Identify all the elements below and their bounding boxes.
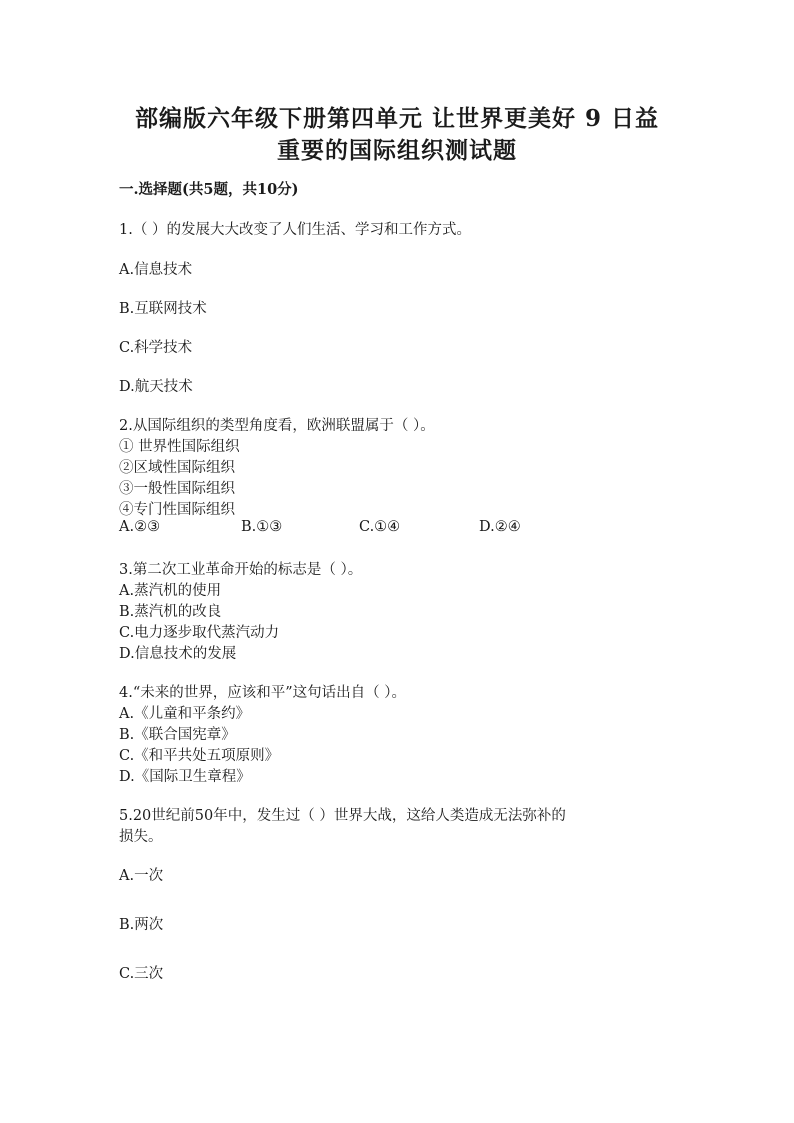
question-2-stem: 2.从国际组织的类型角度看，欧洲联盟属于（ ）。	[119, 418, 435, 434]
question-3-stem: 3.第二次工业革命开始的标志是（ ）。	[119, 562, 363, 578]
question-5-option-b: B.两次	[119, 917, 164, 933]
question-2-option-c: C.①④	[359, 519, 401, 535]
question-1-option-d: D.航天技术	[119, 379, 193, 395]
section-heading: 一.选择题(共5题，共10分)	[119, 181, 299, 198]
question-4-option-b: B.《联合国宪章》	[119, 727, 236, 743]
question-4-stem: 4.“未来的世界，应该和平”这句话出自（ ）。	[119, 685, 407, 701]
question-2-item-3: ③一般性国际组织	[119, 481, 235, 497]
question-4-option-c: C.《和平共处五项原则》	[119, 748, 280, 764]
question-5-stem-line-1: 5.20世纪前50年中，发生过（ ）世界大战，这给人类造成无法弥补的	[119, 808, 566, 824]
question-3-option-b: B.蒸汽机的改良	[119, 604, 222, 620]
question-1-option-a: A.信息技术	[119, 262, 193, 278]
question-5-stem-line-2: 损失。	[119, 829, 163, 845]
question-1-option-b: B.互联网技术	[119, 301, 207, 317]
question-2-item-1: ① 世界性国际组织	[119, 439, 240, 455]
question-5-option-c: C.三次	[119, 966, 164, 982]
question-2-option-d: D.②④	[479, 519, 521, 535]
question-1-stem: 1.（ ）的发展大大改变了人们生活、学习和工作方式。	[119, 222, 471, 238]
question-4-option-a: A.《儿童和平条约》	[119, 706, 251, 722]
question-2-item-2: ②区域性国际组织	[119, 460, 235, 476]
question-2-option-b: B.①③	[241, 519, 283, 535]
question-2-options	[119, 519, 679, 539]
question-2-option-a: A.②③	[119, 519, 161, 535]
question-2-item-4: ④专门性国际组织	[119, 502, 235, 518]
question-1-option-c: C.科学技术	[119, 340, 193, 356]
title-line-2: 重要的国际组织测试题	[277, 137, 517, 164]
question-4-option-d: D.《国际卫生章程》	[119, 769, 251, 785]
question-3-option-c: C.电力逐步取代蒸汽动力	[119, 625, 280, 641]
title-line-1: 部编版六年级下册第四单元 让世界更美好 9 日益	[134, 105, 660, 132]
question-3-option-d: D.信息技术的发展	[119, 646, 237, 662]
question-3-option-a: A.蒸汽机的使用	[119, 583, 222, 599]
question-5-option-a: A.一次	[119, 868, 164, 884]
